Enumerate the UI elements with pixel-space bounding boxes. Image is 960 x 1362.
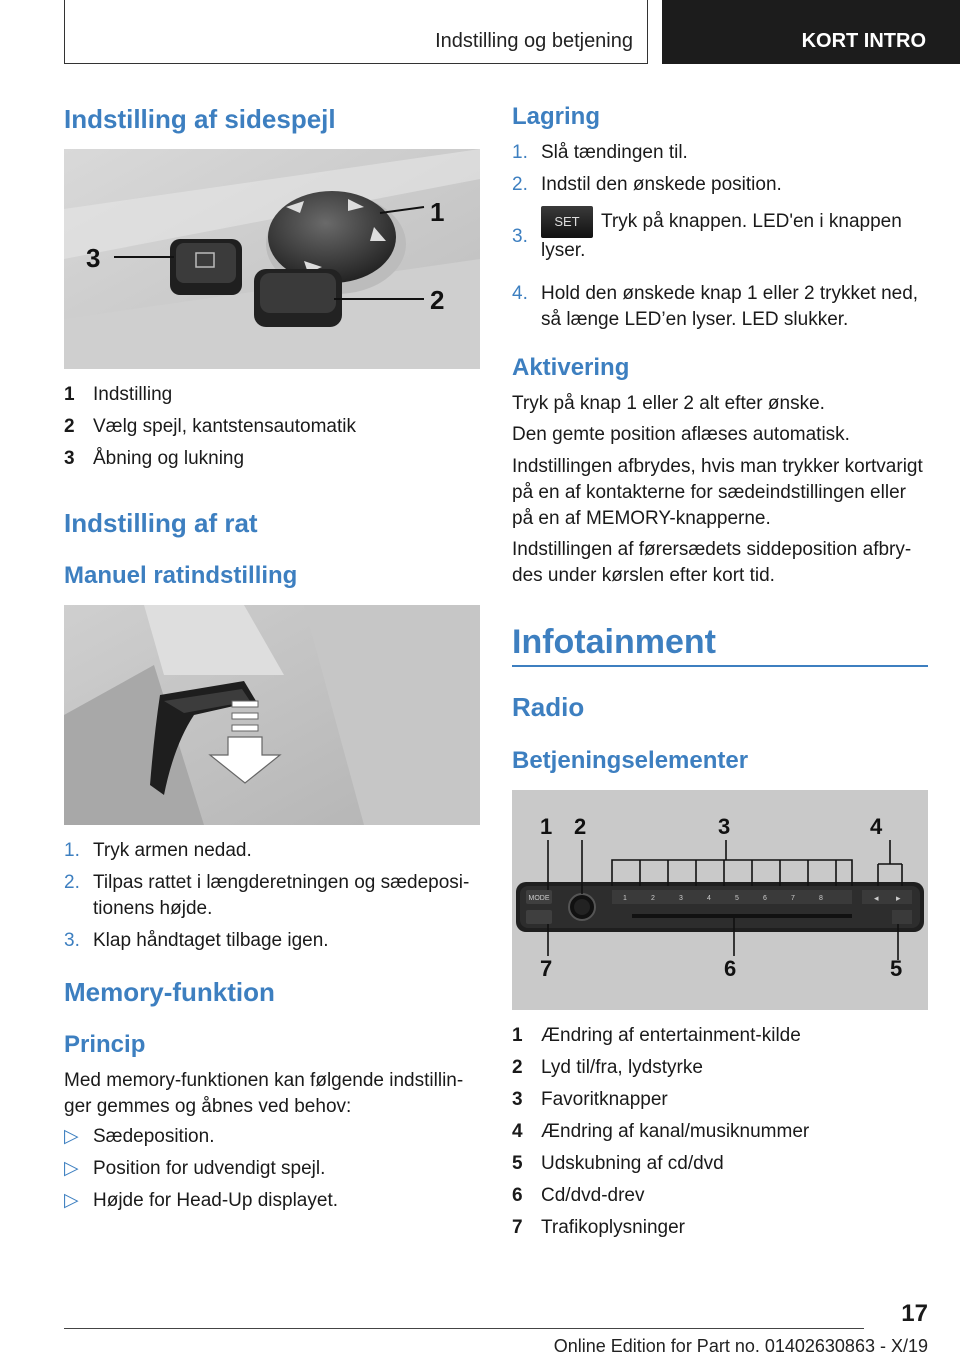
preset-key-label: 2 <box>651 895 655 902</box>
activation-para-3: Indstillingen afbrydes, hvis man trykker kortvarigt på en af kontakterne for sædeindstillingen eller på en af MEMORY-knapperne. <box>512 456 923 529</box>
wheel-heading: Indstilling af rat <box>64 508 258 538</box>
next-track-icon: ▸ <box>896 894 901 904</box>
preset-key-label: 5 <box>735 895 739 902</box>
section-rule <box>512 665 928 667</box>
radio-callout-6: 6 <box>724 956 737 981</box>
previous-track-icon: ◂ <box>874 894 879 904</box>
radio-panel-figure <box>512 790 928 1010</box>
radio-heading: Radio <box>512 692 585 722</box>
preset-key-label: 1 <box>623 895 627 902</box>
radio-callout-1: 1 <box>540 814 553 839</box>
principle-text: Med memory-funktionen kan følgende indstillin-ger gemmes og åbnes ved behov: <box>64 1070 464 1117</box>
wheel-lever-figure <box>64 605 480 825</box>
header-section-title: Indstilling og betjening <box>435 30 633 52</box>
infotainment-heading: Infotainment <box>512 623 716 661</box>
footer-divider <box>64 1328 864 1329</box>
principle-heading: Princip <box>64 1031 146 1058</box>
mirror-callout-2: 2 <box>430 285 445 315</box>
preset-key-label: 3 <box>679 895 683 902</box>
memory-heading: Memory-funktion <box>64 977 275 1007</box>
radio-callout-3: 3 <box>718 814 731 839</box>
mirror-heading: Indstilling af sidespejl <box>64 104 336 134</box>
activation-heading: Aktivering <box>512 354 630 381</box>
preset-key-label: 8 <box>819 895 823 902</box>
activation-para-4: Indstillingen af førersædets siddeposition afbry-des under kørslen efter kort tid. <box>512 539 912 586</box>
storage-heading: Lagring <box>512 103 600 130</box>
radio-callout-4: 4 <box>870 814 883 839</box>
radio-callout-5: 5 <box>890 956 903 981</box>
footer-edition: Online Edition for Part no. 01402630863 - X/19 <box>553 1336 928 1356</box>
mirror-callout-1: 1 <box>430 197 445 227</box>
mode-key-label: MODE <box>528 895 550 902</box>
controls-heading: Betjeningselementer <box>512 747 749 774</box>
preset-key-label: 4 <box>707 895 711 902</box>
header-section-box <box>64 0 648 64</box>
radio-callout-7: 7 <box>540 956 553 981</box>
activation-para-1: Tryk på knap 1 eller 2 alt efter ønske. <box>512 393 825 414</box>
activation-para-2: Den gemte position aflæses automatisk. <box>512 424 850 445</box>
mirror-callout-3: 3 <box>86 243 101 273</box>
set-button-icon: SET <box>541 206 593 238</box>
header-chapter-tab <box>662 0 960 64</box>
header-chapter-title: KORT INTRO <box>801 30 926 52</box>
preset-key-label: 6 <box>763 895 767 902</box>
radio-callout-2: 2 <box>574 814 587 839</box>
preset-key-label: 7 <box>791 895 795 902</box>
wheel-subheading: Manuel ratindstilling <box>64 562 298 589</box>
page-number: 17 <box>901 1300 928 1327</box>
mirror-switch-figure <box>64 149 480 369</box>
